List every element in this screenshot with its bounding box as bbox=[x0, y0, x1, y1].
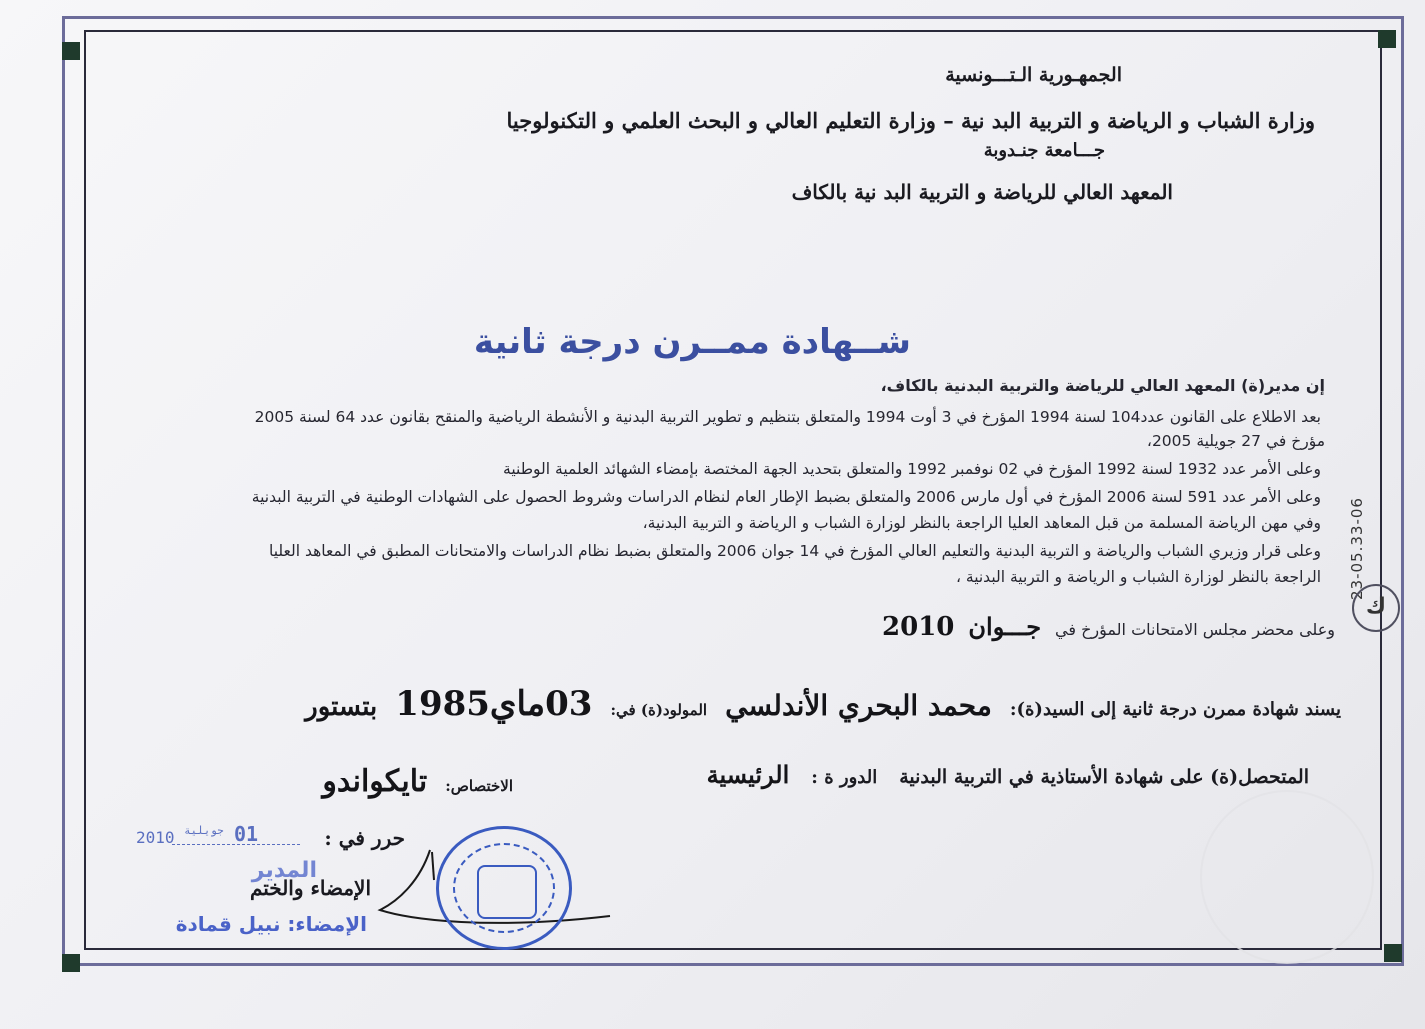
preamble-line-4: وعلى الأمر عدد 1932 لسنة 1992 المؤرخ في 02 نوفمبر 1992 والمتعلق بتحديد الجهة المختصة بإمضاء الشهائد العلمية الوطنية bbox=[503, 460, 1321, 478]
certificate-title: شــهادة ممــرن درجة ثانية bbox=[473, 322, 911, 362]
holder-text: المتحصل(ة) على شهادة الأستاذية في التربية البدنية bbox=[899, 766, 1309, 788]
university-heading: جـــامعة جنـدوبة bbox=[983, 140, 1105, 161]
birth-place: بتستور bbox=[305, 692, 378, 722]
council-month: جـــوان bbox=[968, 612, 1042, 641]
preamble-line-7: وعلى قرار وزيري الشباب والرياضة و التربية البدنية والتعليم العالي المؤرخ في 14 جوان 2006 والمتعلق بضبط نظام الدراسات والامتحانات المطبق في المعاهد العليا bbox=[269, 542, 1321, 560]
ministries-heading: وزارة الشباب و الرياضة و التربية البد نية – وزارة التعليم العالي و البحث العلمي و التكنولوجيا bbox=[506, 108, 1315, 133]
issued-date-stamp bbox=[136, 822, 296, 848]
issued-date-day: 01 bbox=[234, 822, 259, 846]
preamble-line-1: إن مدير(ة) المعهد العالي للرياضة والتربية البدنية بالكاف، bbox=[880, 376, 1325, 395]
award-line bbox=[305, 684, 1341, 724]
preamble-line-6: وفي مهن الرياضة المسلمة من قبل المعاهد العليا الراجعة بالنظر لوزارة الشباب و الرياضة و التربية البدنية، bbox=[642, 514, 1321, 532]
issued-date-month: جويلية bbox=[184, 824, 224, 837]
session-label: الدور ة : bbox=[811, 767, 878, 788]
corner-square-top-left bbox=[62, 42, 80, 60]
institute-heading: المعهد العالي للرياضة و التربية البد نية بالكاف bbox=[791, 180, 1173, 204]
embossed-seal bbox=[1200, 790, 1374, 964]
corner-square-bottom-left bbox=[62, 954, 80, 972]
sign-and-seal-label: الإمضاء والختم bbox=[249, 876, 371, 900]
preamble-line-2: بعد الاطلاع على القانون عدد104 لسنة 1994 المؤرخ في 3 أوت 1994 والمتعلق بتنظيم و تطوير التربية البدنية و الأنشطة الرياضية والمنقح بقانون عدد 64 لسنة 2005 bbox=[254, 408, 1321, 426]
specialty-field bbox=[322, 764, 513, 799]
director-stamp-text: المدير bbox=[251, 858, 317, 883]
side-reference-code: 23-05.33-06 bbox=[1348, 497, 1366, 600]
issued-date-year: 2010 bbox=[136, 828, 175, 847]
specialty-value: تايكواندو bbox=[322, 764, 428, 799]
preamble-line-3: مؤرخ في 27 جويلية 2005، bbox=[1146, 432, 1325, 450]
birth-date: 03ماي1985 bbox=[395, 684, 593, 724]
born-label: المولود(ة) في: bbox=[610, 701, 708, 719]
council-label: وعلى محضر مجلس الامتحانات المؤرخ في bbox=[1055, 620, 1335, 639]
side-round-seal bbox=[1352, 584, 1400, 632]
stamp-emblem-icon bbox=[477, 865, 537, 919]
specialty-line bbox=[707, 760, 1309, 789]
corner-square-top-right bbox=[1378, 30, 1396, 48]
specialty-label: الاختصاص: bbox=[445, 777, 513, 795]
preamble-line-8: الراجعة بالنظر لوزارة الشباب و الرياضة و التربية البدنية ، bbox=[955, 568, 1321, 586]
session-value: الرئيسية bbox=[706, 760, 790, 789]
corner-square-bottom-right bbox=[1384, 944, 1402, 962]
republic-heading: الجمهـورية الـتـــونسية bbox=[945, 64, 1122, 86]
council-year: 2010 bbox=[882, 612, 955, 642]
preamble-line-5: وعلى الأمر عدد 591 لسنة 2006 المؤرخ في أول مارس 2006 والمتعلق بضبط الإطار العام لنظام الدراسات وشروط الحصول على الشهادات الوطنية في التربية البدنية bbox=[251, 488, 1321, 506]
official-round-stamp bbox=[436, 826, 572, 950]
signatory-stamp: الإمضاء: نبيل قمادة bbox=[175, 912, 367, 936]
recipient-name: محمد البحري الأندلسي bbox=[725, 689, 992, 722]
council-line bbox=[882, 612, 1335, 642]
award-prefix: يسند شهادة ممرن درجة ثانية إلى السيد(ة): bbox=[1009, 699, 1341, 720]
issued-date-dotted-line bbox=[172, 844, 300, 845]
side-seal-letter: ك bbox=[1365, 594, 1387, 619]
issued-label: حرر في : bbox=[324, 826, 405, 850]
